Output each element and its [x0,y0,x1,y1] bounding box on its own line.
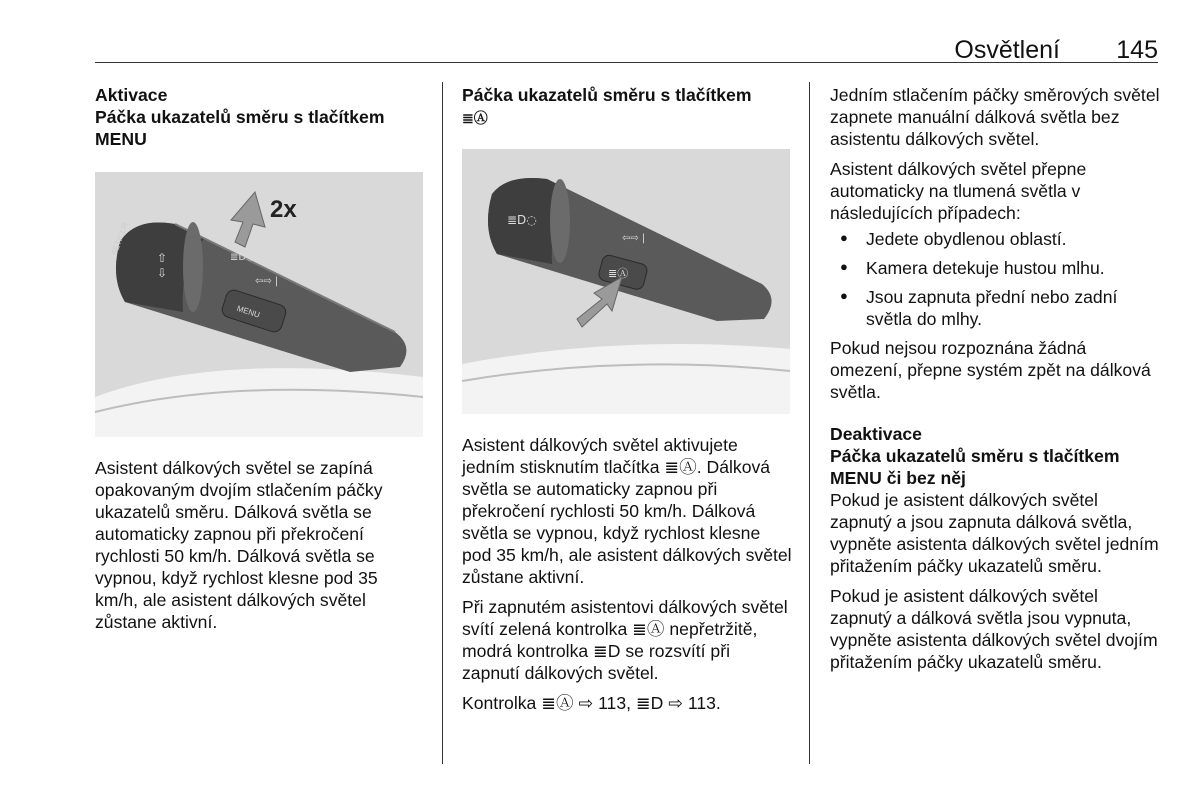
list-item: ● Jsou zapnuta přední nebo zadní světla do mlhy. [830,286,1160,330]
list-item: ● Jedete obydlenou oblastí. [830,228,1160,250]
lever-menu-illustration [95,172,423,437]
header-divider [95,62,1158,63]
lever-button-illustration [462,149,790,414]
lever-button-figure [462,149,790,414]
high-beam-assist-icon: ≣Ⓐ [462,110,488,126]
svg-text:⇩: ⇩ [157,266,168,280]
column-1 [95,84,425,633]
no-limits-text: Pokud nejsou rozpoznána žádná omezení, přepne systém zpět na dálková světla. [830,338,1151,402]
auto-low-beam-intro: Asistent dálkových světel přepne automaticky na tlumená světla v následujících případech: [830,159,1087,223]
lever-button-heading [462,84,792,129]
deactivation-heading: Deaktivace [830,424,922,444]
lever-menu-subheading: Páčka ukazatelů směru s tlačítkem MENU [95,107,385,149]
activation-heading: Aktivace [95,85,168,105]
menu-button-label: MENU [235,303,261,320]
column-2 [462,84,792,714]
svg-text:≣D◌: ≣D◌ [230,252,255,263]
svg-text:≣Ⓐ: ≣Ⓐ [608,267,629,280]
press-count-label: 2x [270,196,297,223]
section-title: Osvětlení [954,36,1060,64]
deactivation-double-text: Pokud je asistent dálkových světel zapnutý a dálková světla jsou vypnuta, vypněte asistenta dálkových světel dvojím přitažením páčky ukazatelů směru. [830,586,1158,672]
svg-text:⇧: ⇧ [157,251,168,265]
indicator-description: Při zapnutém asistentovi dálkových světel svítí zelená kontrolka ≣Ⓐ nepřetržitě, modrá kontrolka ≣D se rozsvítí při zapnutí dálkových světel. [462,597,788,683]
column-divider-1 [442,82,443,764]
deactivation-single-text: Pokud je asistent dálkových světel zapnutý a jsou zapnuta dálková světla, vypněte asistenta dálkových světel jedním přitažením páčky ukazatelů směru. [830,490,1159,576]
deactivation-subheading: Páčka ukazatelů směru s tlačítkem MENU či bez něj [830,446,1120,488]
lever-button-heading-text: Páčka ukazatelů směru s tlačítkem [462,85,752,105]
indicator-reference: Kontrolka ≣Ⓐ ⇨ 113, ≣D ⇨ 113. [462,693,721,713]
manual-high-beam-text: Jedním stlačením páčky směrových světel zapnete manuální dálková světla bez asistentu dálkových světel. [830,85,1160,149]
activation-body: Asistent dálkových světel se zapíná opakovaným dvojím stlačením páčky ukazatelů směru. Dálková světla se automaticky zapnou při překročení rychlosti 50 km/h. Dálková světla se vypnou, když rychlost klesne pod 35 km/h, ale asistent dálkových světel zůstane aktivní. [95,458,383,632]
svg-text:SET/CLR: SET/CLR [109,221,130,257]
column-divider-2 [809,82,810,764]
svg-text:⇦⇨ |: ⇦⇨ | [622,233,646,244]
svg-text:⇦⇨ |: ⇦⇨ | [255,276,279,287]
list-item: ● Kamera detekuje hustou mlhu. [830,257,1160,279]
column-3 [830,84,1160,673]
button-activation-body: Asistent dálkových světel aktivujete jedním stisknutím tlačítka ≣Ⓐ. Dálková světla se automaticky zapnou při překročení rychlosti 50 km/h. Dálková světla se vypnou, když rychlost klesne pod 35 km/h, ale asistent dálkových světel zůstane aktivní. [462,435,792,587]
svg-text:≣D◌: ≣D◌ [507,213,537,227]
page-number: 145 [1116,36,1158,64]
low-beam-cases-list [830,228,1160,330]
lever-menu-figure [95,172,423,437]
